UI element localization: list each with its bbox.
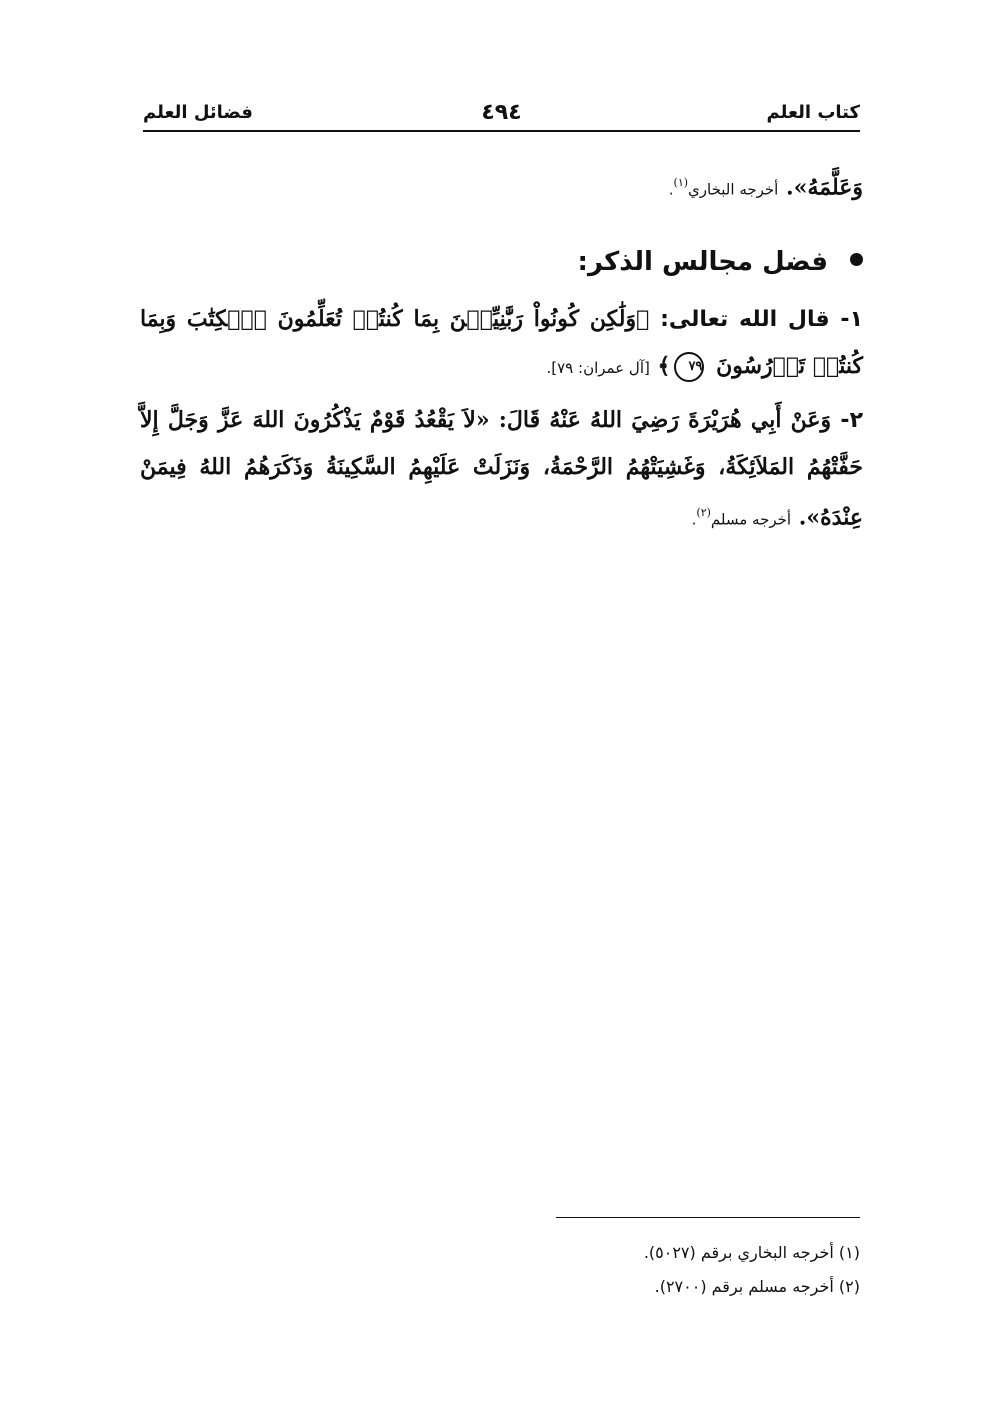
footnote-ref-1[interactable]: (١) (673, 176, 689, 189)
main-content (140, 160, 863, 543)
running-header (143, 100, 860, 132)
section-heading (140, 242, 863, 282)
intro-end: . (668, 180, 674, 199)
intro-paragraph (140, 160, 863, 212)
footnote-divider (556, 1217, 860, 1218)
hadith-end: . (691, 510, 697, 529)
quran-open-bracket: ﴿ (636, 306, 650, 333)
footnote-ref-2[interactable]: (٢) (696, 506, 711, 520)
section-heading-text: فضل مجالس الذكر: (577, 247, 828, 278)
hadith-source: أخرجه مسلم (710, 510, 792, 529)
quran-verse: وَلَٰكِن كُونُواْ رَبَّٰنِيِّـۧنَ بِمَا كُنتُمۡ تُعَلِّمُونَ ٱلۡكِتَٰبَ وَبِمَا كُنتُمۡ تَدۡرُسُونَ (140, 306, 863, 380)
intro-text: وَعَلَّمَهُ». (786, 174, 863, 201)
item-1-number: ١- (840, 307, 863, 333)
book-title: كتاب العلم (766, 102, 860, 123)
chapter-title: فضائل العلم (143, 102, 253, 123)
page-number: ٤٩٤ (481, 100, 522, 125)
item-1 (140, 296, 863, 391)
item-1-lead: قال الله تعالى: (660, 307, 830, 333)
hadith-text: وَعَنْ أَبِي هُرَيْرَةَ رَضِيَ اللهُ عَنْهُ قَالَ: «لاَ يَقْعُدُ قَوْمٌ يَذْكُرُونَ اللهَ عَزَّ وَجَلَّ إِلاَّ حَفَّتْهُمُ المَلاَئِكَةُ، وَغَشِيَتْهُمُ الرَّحْمَةُ، وَنَزَلَتْ عَلَيْهِمُ السَّكِينَةُ وَذَكَرَهُمُ اللهُ فِيمَنْ عِنْدَهُ». (140, 407, 863, 531)
quran-close-bracket: ﴾ (657, 353, 671, 380)
footnote-2: (٢) أخرجه مسلم برقم (٢٧٠٠). (654, 1277, 860, 1296)
footnote-1: (١) أخرجه البخاري برقم (٥٠٢٧). (643, 1243, 860, 1262)
ayah-number-marker: ٧٩ (674, 352, 704, 382)
bullet-icon (850, 253, 863, 266)
quran-citation: [آل عمران: ٧٩]. (546, 359, 650, 378)
footnotes (360, 1236, 860, 1304)
item-2-number: ٢- (840, 408, 863, 434)
item-2 (140, 397, 863, 542)
intro-source: أخرجه البخاري (688, 180, 779, 199)
